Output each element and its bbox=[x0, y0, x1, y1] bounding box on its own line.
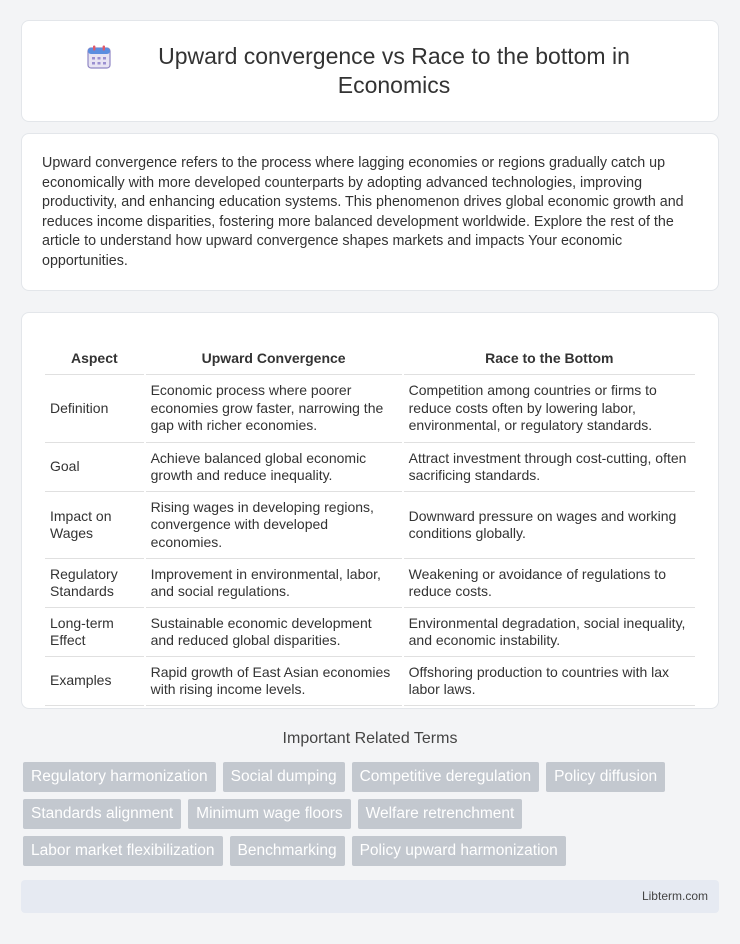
cell-aspect: Impact on Wages bbox=[45, 492, 144, 559]
cell-upward: Achieve balanced global economic growth and reduce inequality. bbox=[146, 443, 402, 492]
table-row bbox=[45, 657, 695, 706]
footer bbox=[21, 880, 719, 913]
cell-upward: Improvement in environmental, labor, and social regulations. bbox=[146, 559, 402, 608]
header-race-to-the-bottom: Race to the Bottom bbox=[404, 333, 695, 375]
tag-minimum-wage-floors[interactable]: Minimum wage floors bbox=[188, 799, 350, 829]
cell-aspect: Goal bbox=[45, 443, 144, 492]
tag-competitive-deregulation[interactable]: Competitive deregulation bbox=[352, 762, 539, 792]
tag-regulatory-harmonization[interactable]: Regulatory harmonization bbox=[23, 762, 216, 792]
header-upward-convergence: Upward Convergence bbox=[146, 333, 402, 375]
cell-race: Attract investment through cost-cutting, often sacrificing standards. bbox=[404, 443, 695, 492]
table-header-row bbox=[45, 333, 695, 375]
page-title: Upward convergence vs Race to the bottom in Economics bbox=[158, 43, 630, 98]
footer-site-link[interactable]: Libterm.com bbox=[641, 889, 708, 903]
tag-welfare-retrenchment[interactable]: Welfare retrenchment bbox=[358, 799, 523, 829]
cell-upward: Sustainable economic development and reduced global disparities. bbox=[146, 608, 402, 657]
tag-policy-upward-harmonization[interactable]: Policy upward harmonization bbox=[352, 836, 566, 866]
tag-labor-market-flexibilization[interactable]: Labor market flexibilization bbox=[23, 836, 223, 866]
tag-social-dumping[interactable]: Social dumping bbox=[223, 762, 345, 792]
related-terms-title: Important Related Terms bbox=[282, 730, 458, 747]
cell-upward: Rapid growth of East Asian economies with rising income levels. bbox=[146, 657, 402, 706]
related-terms-list bbox=[23, 762, 719, 873]
cell-aspect: Examples bbox=[45, 657, 144, 706]
cell-race: Competition among countries or firms to reduce costs often by lowering labor, environmental, or regulatory standards. bbox=[404, 375, 695, 443]
calendar-icon bbox=[86, 44, 112, 70]
cell-upward: Economic process where poorer economies grow faster, narrowing the gap with richer economies. bbox=[146, 375, 402, 443]
table-row bbox=[45, 608, 695, 657]
tag-policy-diffusion[interactable]: Policy diffusion bbox=[546, 762, 665, 792]
cell-race: Environmental degradation, social inequality, and economic instability. bbox=[404, 608, 695, 657]
tag-benchmarking[interactable]: Benchmarking bbox=[230, 836, 345, 866]
cell-race: Weakening or avoidance of regulations to reduce costs. bbox=[404, 559, 695, 608]
header-aspect: Aspect bbox=[45, 333, 144, 375]
table-row bbox=[45, 492, 695, 559]
table-row bbox=[45, 375, 695, 443]
cell-aspect: Long-term Effect bbox=[45, 608, 144, 657]
cell-aspect: Regulatory Standards bbox=[45, 559, 144, 608]
title-card bbox=[21, 20, 719, 122]
comparison-table bbox=[43, 333, 697, 706]
intro-text: Upward convergence refers to the process where lagging economies or regions gradually catch up economically with more developed counterparts by adopting advanced technologies, improving productivity, and enhancing education systems. This phenomenon drives global economic growth and reduces income disparities, fostering more balanced development worldwide. Explore the rest of the article to understand how upward convergence shapes markets and impacts Your economic opportunities. bbox=[42, 155, 684, 269]
table-row bbox=[45, 443, 695, 492]
cell-race: Offshoring production to countries with lax labor laws. bbox=[404, 657, 695, 706]
cell-upward: Rising wages in developing regions, convergence with developed economies. bbox=[146, 492, 402, 559]
intro-card bbox=[21, 133, 719, 291]
tag-standards-alignment[interactable]: Standards alignment bbox=[23, 799, 181, 829]
table-row bbox=[45, 559, 695, 608]
title-wrap bbox=[86, 42, 654, 100]
comparison-card bbox=[21, 312, 719, 709]
cell-race: Downward pressure on wages and working conditions globally. bbox=[404, 492, 695, 559]
cell-aspect: Definition bbox=[45, 375, 144, 443]
